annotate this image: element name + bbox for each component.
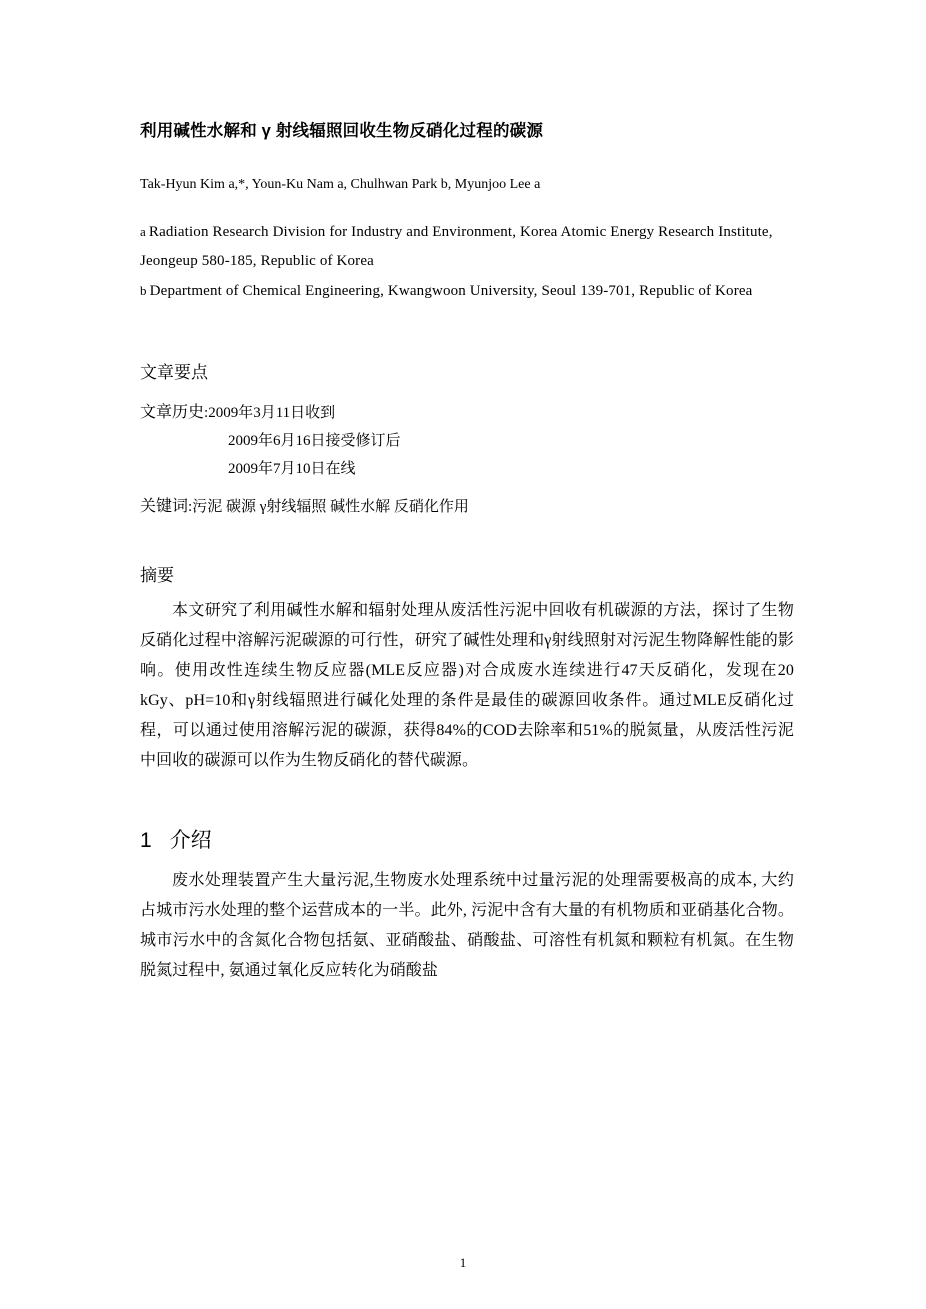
affiliation-a-mark: a — [140, 224, 146, 239]
highlights-heading: 文章要点 — [140, 362, 208, 382]
page-title: 利用碱性水解和 γ 射线辐照回收生物反硝化过程的碳源 — [140, 122, 544, 140]
keywords-colon: : — [188, 498, 193, 515]
article-history-received: 2009年3月11日收到 — [208, 404, 336, 421]
article-history-row — [140, 399, 794, 427]
introduction-heading — [140, 824, 794, 854]
article-history-label: 文章历史 — [140, 403, 205, 421]
affiliation-b-mark: b — [140, 283, 147, 298]
author-list — [140, 174, 794, 196]
introduction-title: 介绍 — [169, 828, 212, 852]
keywords-row — [140, 493, 794, 521]
author-list-text: Tak-Hyun Kim a,*, Youn-Ku Nam a, Chulhwan Park b, Myunjoo Lee a — [140, 177, 541, 192]
article-history-revised: 2009年6月16日接受修订后 — [228, 432, 401, 449]
introduction-text: 废水处理装置产生大量污泥,生物废水处理系统中过量污泥的处理需要极高的成本, 大约占城市污水处理的整个运营成本的一半。此外, 污泥中含有大量的有机物质和亚硝基化合物。城市污水中的含氮化合物包括氨、亚硝酸盐、硝酸盐、可溶性有机氮和颗粒有机氮。在生物脱氮过程中, 氨通过氧化反应转化为硝酸盐 — [140, 871, 794, 979]
affiliation-a — [140, 218, 794, 275]
abstract-heading: 摘要 — [140, 565, 174, 585]
affiliation-b-text: Department of Chemical Engineering, Kwangwoon University, Seoul 139-701, Republic of Korea — [149, 283, 753, 299]
abstract-text: 本文研究了利用碱性水解和辐射处理从废活性污泥中回收有机碳源的方法，探讨了生物反硝化过程中溶解污泥碳源的可行性，研究了碱性处理和γ射线照射对污泥生物降解性能的影响。使用改性连续生物反应器(MLE反应器)对合成废水连续进行47天反硝化，发现在20 kGy、pH=10和γ射线辐照进行碱化处理的条件是最佳的碳源回收条件。通过MLE反硝化过程，可以通过使用溶解污泥的碳源，获得84%的COD去除率和51%的脱氮量，从废活性污泥中回收的碳源可以作为生物反硝化的替代碳源。 — [140, 601, 794, 769]
page-number: 1 — [459, 1255, 467, 1270]
affiliation-b — [140, 277, 794, 306]
keywords-value: 污泥 碳源 γ射线辐照 碱性水解 反硝化作用 — [192, 498, 469, 515]
article-history-colon: : — [204, 404, 209, 421]
affiliation-a-text: Radiation Research Division for Industry and Environment, Korea Atomic Energy Research Institute, Jeongeup 580-185, Republic of Korea — [140, 224, 773, 269]
keywords-label: 关键词 — [140, 497, 189, 515]
introduction-number: 1 — [140, 828, 152, 852]
article-history-online: 2009年7月10日在线 — [228, 460, 356, 477]
